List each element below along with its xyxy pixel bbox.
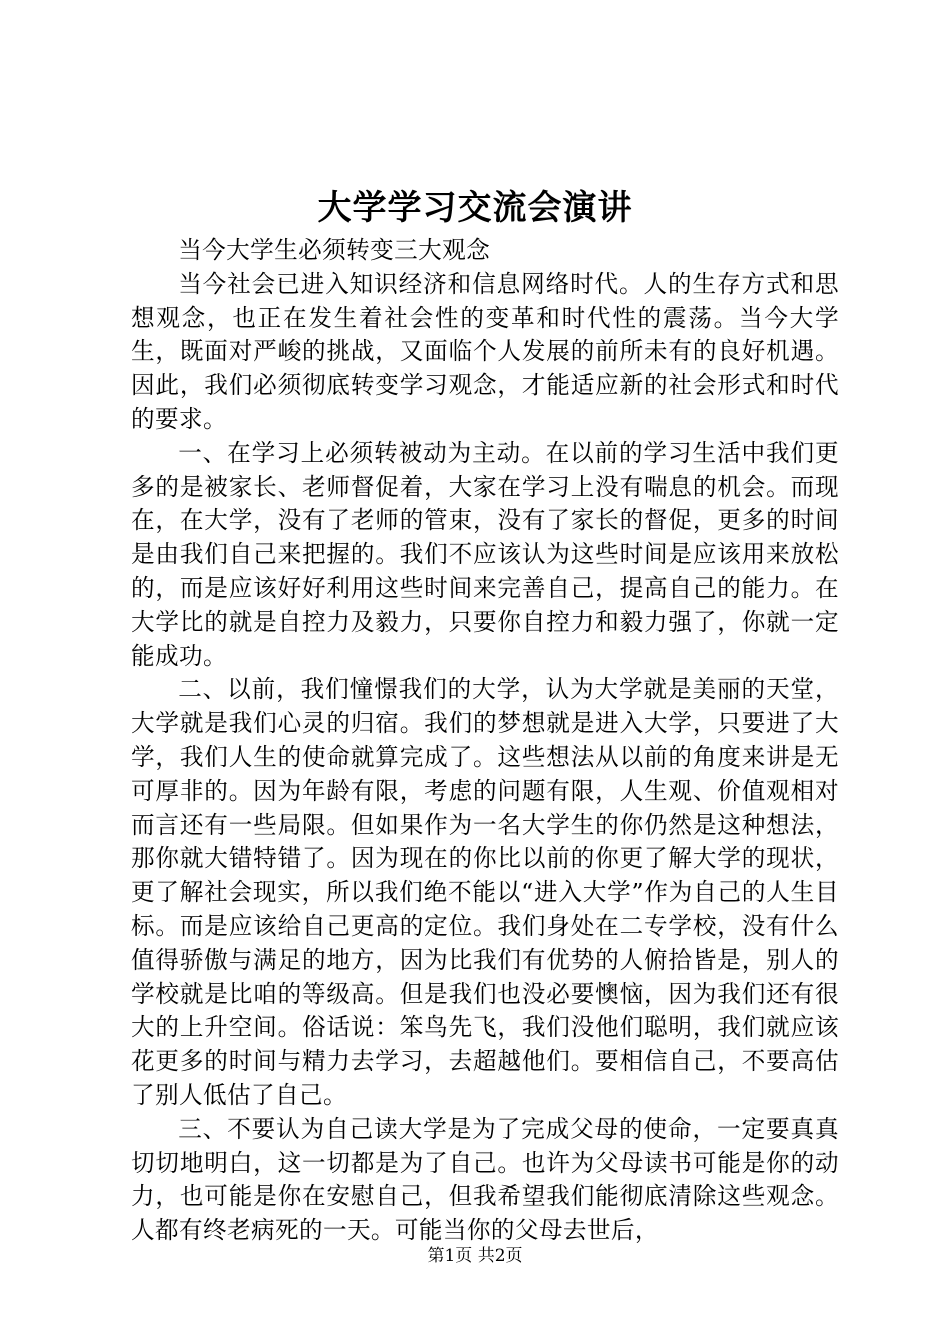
body-paragraph-intro: 当今社会已进入知识经济和信息网络时代。人的生存方式和思想观念，也正在发生着社会性的变革和时代性的震荡。当今大学生，既面对严峻的挑战，又面临个人发展的前所未有的良好机遇。因此，我们必须彻底转变学习观念，才能适应新的社会形式和时代的要求。	[131, 269, 839, 433]
document-body	[131, 234, 839, 1248]
body-paragraph-point-1: 一、在学习上必须转被动为主动。在以前的学习生活中我们更多的是被家长、老师督促着，大家在学习上没有喘息的机会。而现在，在大学，没有了老师的管束，没有了家长的督促，更多的时间是由我们自己来把握的。我们不应该认为这些时间是应该用来放松的，而是应该好好利用这些时间来完善自己，提高自己的能力。在大学比的就是自控力及毅力，只要你自控力和毅力强了，你就一定能成功。	[131, 438, 839, 670]
page-footer: 第1页 共2页	[427, 1246, 523, 1266]
body-paragraph-subtitle: 当今大学生必须转变三大观念	[178, 236, 491, 264]
document-title: 大学学习交流会演讲	[317, 188, 633, 228]
body-paragraph-point-3: 三、不要认为自己读大学是为了完成父母的使命，一定要真真切切地明白，这一切都是为了自己。也许为父母读书可能是你的动力，也可能是你在安慰自己，但我希望我们能彻底清除这些观念。人都有终老病死的一天。可能当你的父母去世后，	[131, 1114, 839, 1245]
body-paragraph-point-2: 二、以前，我们憧憬我们的大学，认为大学就是美丽的天堂，大学就是我们心灵的归宿。我们的梦想就是进入大学，只要进了大学，我们人生的使命就算完成了。这些想法从以前的角度来讲是无可厚非的。因为年龄有限，考虑的问题有限，人生观、价值观相对而言还有一些局限。但如果作为一名大学生的你仍然是这种想法，那你就大错特错了。因为现在的你比以前的你更了解大学的现状，更了解社会现实，所以我们绝不能以“进入大学”作为自己的人生目标。而是应该给自己更高的定位。我们身处在二专学校，没有什么值得骄傲与满足的地方，因为比我们有优势的人俯拾皆是，别人的学校就是比咱的等级高。但是我们也没必要懊恼，因为我们还有很大的上升空间。俗话说：笨鸟先飞，我们没他们聪明，我们就应该花更多的时间与精力去学习，去超越他们。要相信自己，不要高估了别人低估了自己。	[131, 675, 839, 1109]
